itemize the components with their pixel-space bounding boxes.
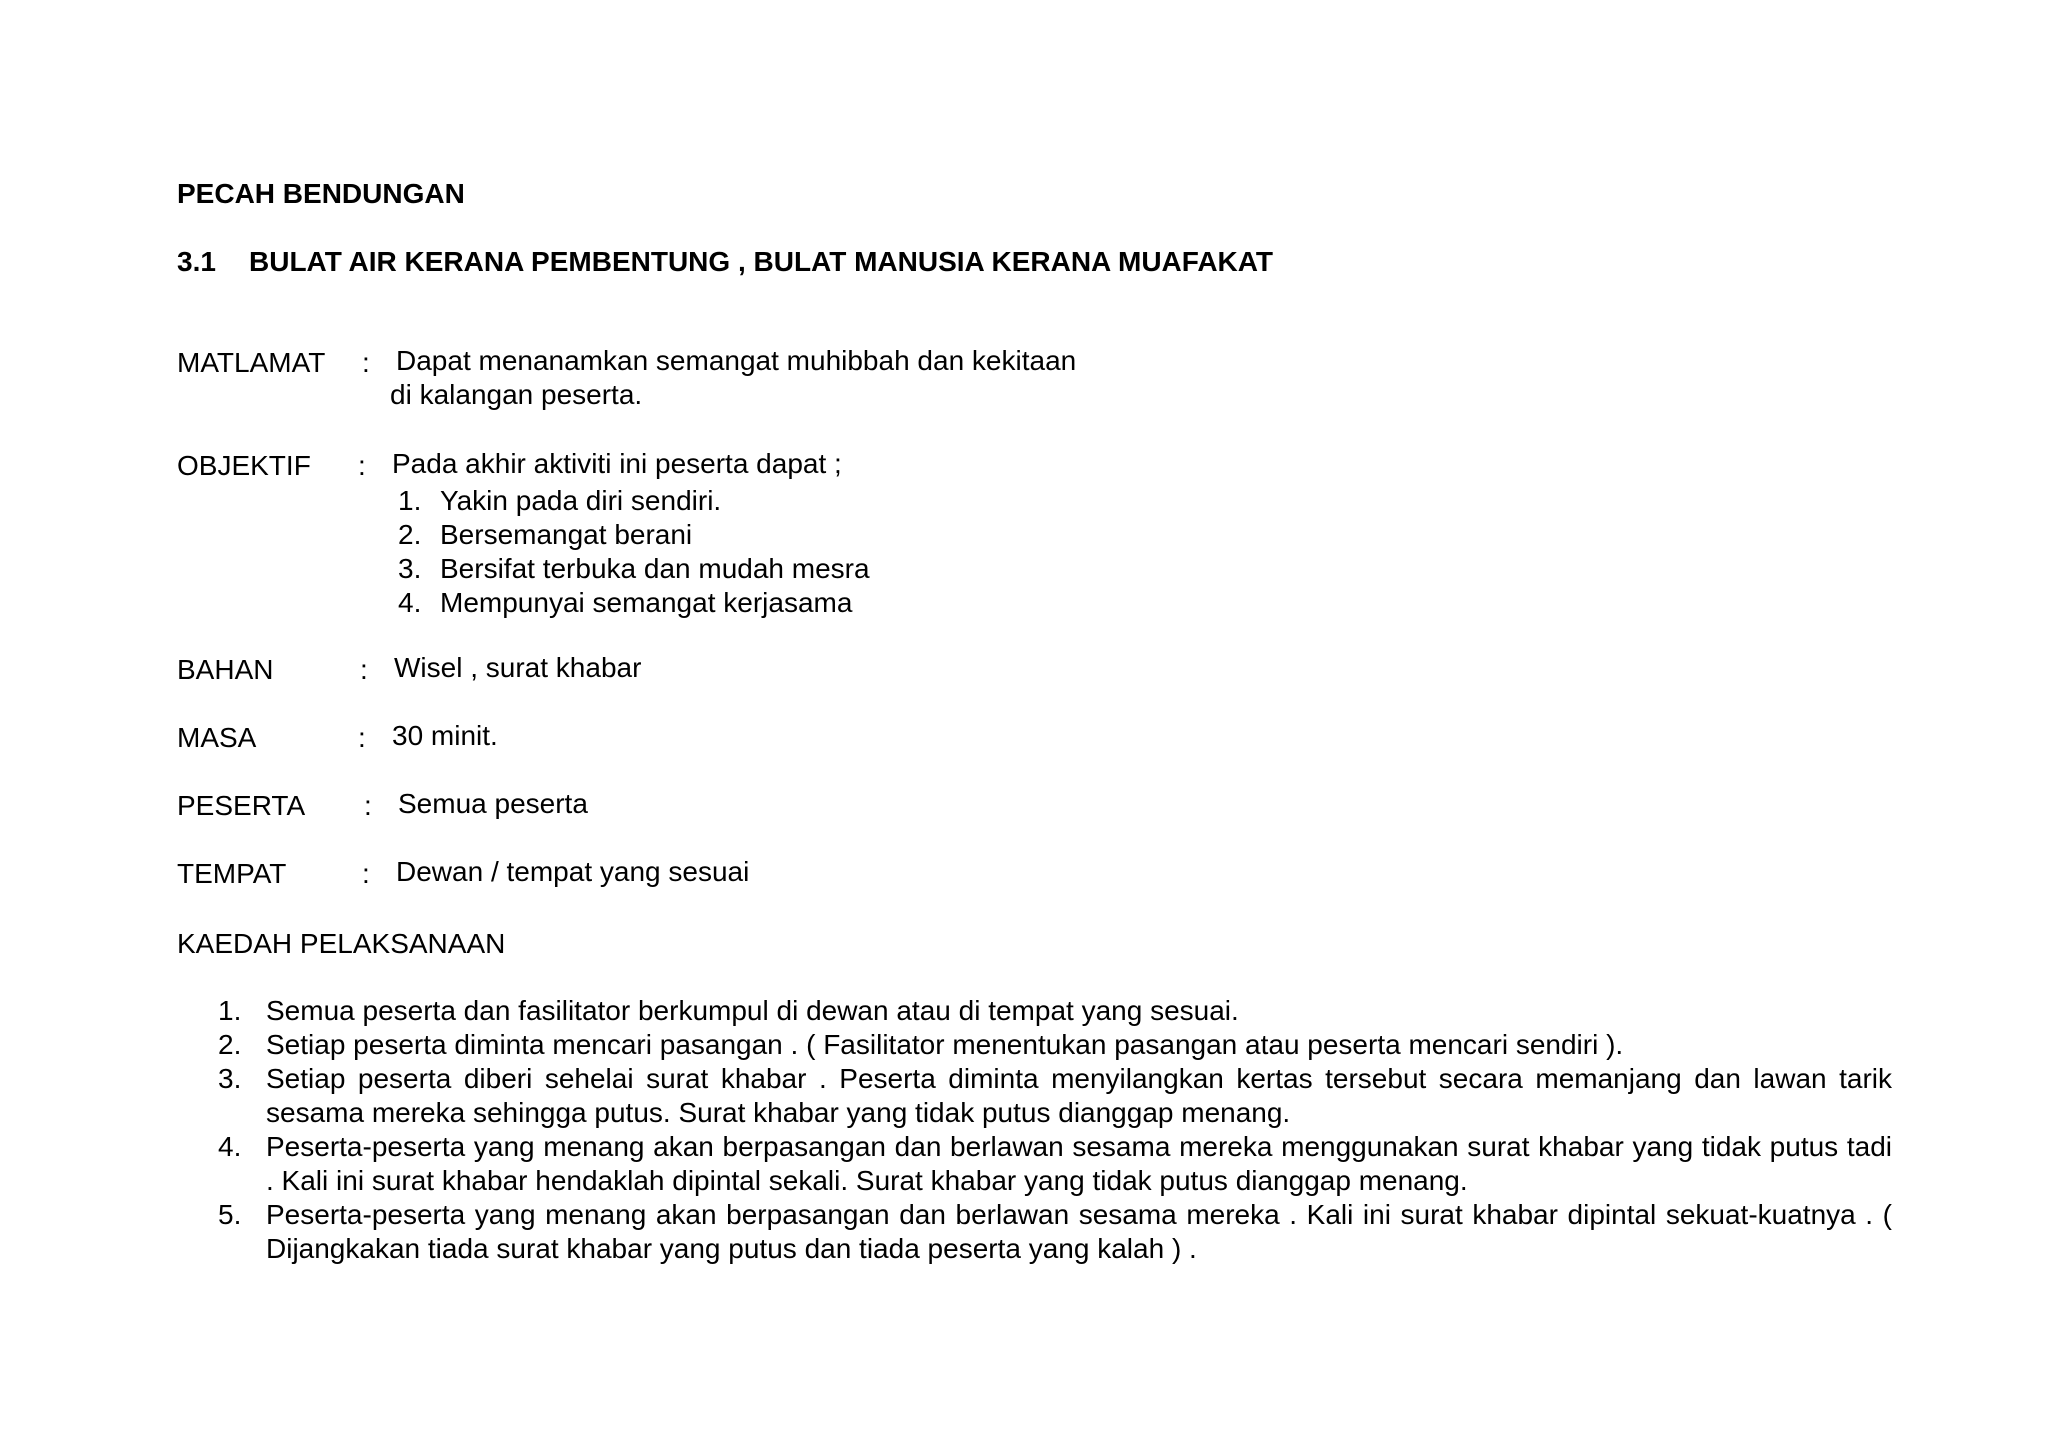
objektif-label: OBJEKTIF bbox=[177, 450, 311, 481]
objektif-item bbox=[398, 586, 870, 620]
kaedah-step-text: Semua peserta dan fasilitator berkumpul di dewan atau di tempat yang sesuai. bbox=[266, 995, 1239, 1026]
kaedah-step-number: 4. bbox=[218, 1131, 242, 1162]
tempat-value: Dewan / tempat yang sesuai bbox=[396, 856, 750, 887]
kaedah-step-text: Peserta-peserta yang menang akan berpasangan dan berlawan sesama mereka . Kali ini surat khabar dipintal sekuat-kuatnya . ( Dijangkakan tiada surat khabar yang putus dan tiada peserta yang kalah ) . bbox=[266, 1199, 1892, 1264]
matlamat-value bbox=[390, 344, 1077, 412]
kaedah-step bbox=[218, 994, 1892, 1028]
kaedah-step-number: 2. bbox=[218, 1029, 242, 1060]
peserta-label: PESERTA bbox=[177, 790, 306, 821]
matlamat-line-2: di kalangan peserta. bbox=[390, 379, 643, 410]
objektif-item-number: 4. bbox=[398, 587, 422, 618]
objektif-item-text: Mempunyai semangat kerjasama bbox=[440, 587, 853, 618]
kaedah-step bbox=[218, 1062, 1892, 1130]
kaedah-step-text: Setiap peserta diberi sehelai surat khabar . Peserta diminta menyilangkan kertas tersebut secara memanjang dan lawan tarik sesama mereka sehingga putus. Surat khabar yang tidak putus dianggap menang. bbox=[266, 1063, 1892, 1128]
kaedah-step bbox=[218, 1130, 1892, 1198]
objektif-item-text: Yakin pada diri sendiri. bbox=[440, 485, 722, 516]
tempat-colon: : bbox=[362, 858, 370, 889]
objektif-item bbox=[398, 552, 870, 586]
masa-colon: : bbox=[358, 722, 366, 753]
kaedah-heading: KAEDAH PELAKSANAAN bbox=[177, 928, 506, 959]
kaedah-step-text: Setiap peserta diminta mencari pasangan . ( Fasilitator menentukan pasangan atau peserta mencari sendiri ). bbox=[266, 1029, 1624, 1060]
kaedah-step bbox=[218, 1028, 1892, 1062]
objektif-colon: : bbox=[358, 450, 366, 481]
objektif-item-number: 2. bbox=[398, 519, 422, 550]
matlamat-colon: : bbox=[362, 347, 370, 378]
peserta-colon: : bbox=[364, 790, 372, 821]
peserta-value: Semua peserta bbox=[398, 788, 588, 819]
bahan-value: Wisel , surat khabar bbox=[394, 652, 642, 683]
objektif-item-number: 3. bbox=[398, 553, 422, 584]
objektif-intro: Pada akhir aktiviti ini peserta dapat ; bbox=[392, 448, 842, 479]
section-title: BULAT AIR KERANA PEMBENTUNG , BULAT MANUSIA KERANA MUAFAKAT bbox=[249, 246, 1274, 277]
objektif-list bbox=[398, 484, 870, 620]
section-number: 3.1 bbox=[177, 246, 216, 277]
objektif-item-text: Bersifat terbuka dan mudah mesra bbox=[440, 553, 870, 584]
kaedah-steps bbox=[218, 994, 1892, 1266]
section-heading bbox=[177, 246, 1273, 278]
kaedah-step-number: 5. bbox=[218, 1199, 242, 1230]
document-title: PECAH BENDUNGAN bbox=[177, 178, 465, 209]
bahan-colon: : bbox=[360, 654, 368, 685]
kaedah-step-number: 1. bbox=[218, 995, 242, 1026]
tempat-label: TEMPAT bbox=[177, 858, 287, 889]
objektif-item-text: Bersemangat berani bbox=[440, 519, 693, 550]
kaedah-step-text: Peserta-peserta yang menang akan berpasangan dan berlawan sesama mereka menggunakan surat khabar yang tidak putus tadi . Kali ini surat khabar hendaklah dipintal sekali. Surat khabar yang tidak putus dianggap menang. bbox=[266, 1131, 1892, 1196]
objektif-item-number: 1. bbox=[398, 485, 422, 516]
kaedah-step-number: 3. bbox=[218, 1063, 242, 1094]
masa-label: MASA bbox=[177, 722, 257, 753]
masa-value: 30 minit. bbox=[392, 720, 498, 751]
bahan-label: BAHAN bbox=[177, 654, 274, 685]
matlamat-label: MATLAMAT bbox=[177, 347, 326, 378]
matlamat-line-1: Dapat menanamkan semangat muhibbah dan kekitaan bbox=[396, 345, 1077, 376]
objektif-item bbox=[398, 518, 870, 552]
kaedah-step bbox=[218, 1198, 1892, 1266]
objektif-item bbox=[398, 484, 870, 518]
